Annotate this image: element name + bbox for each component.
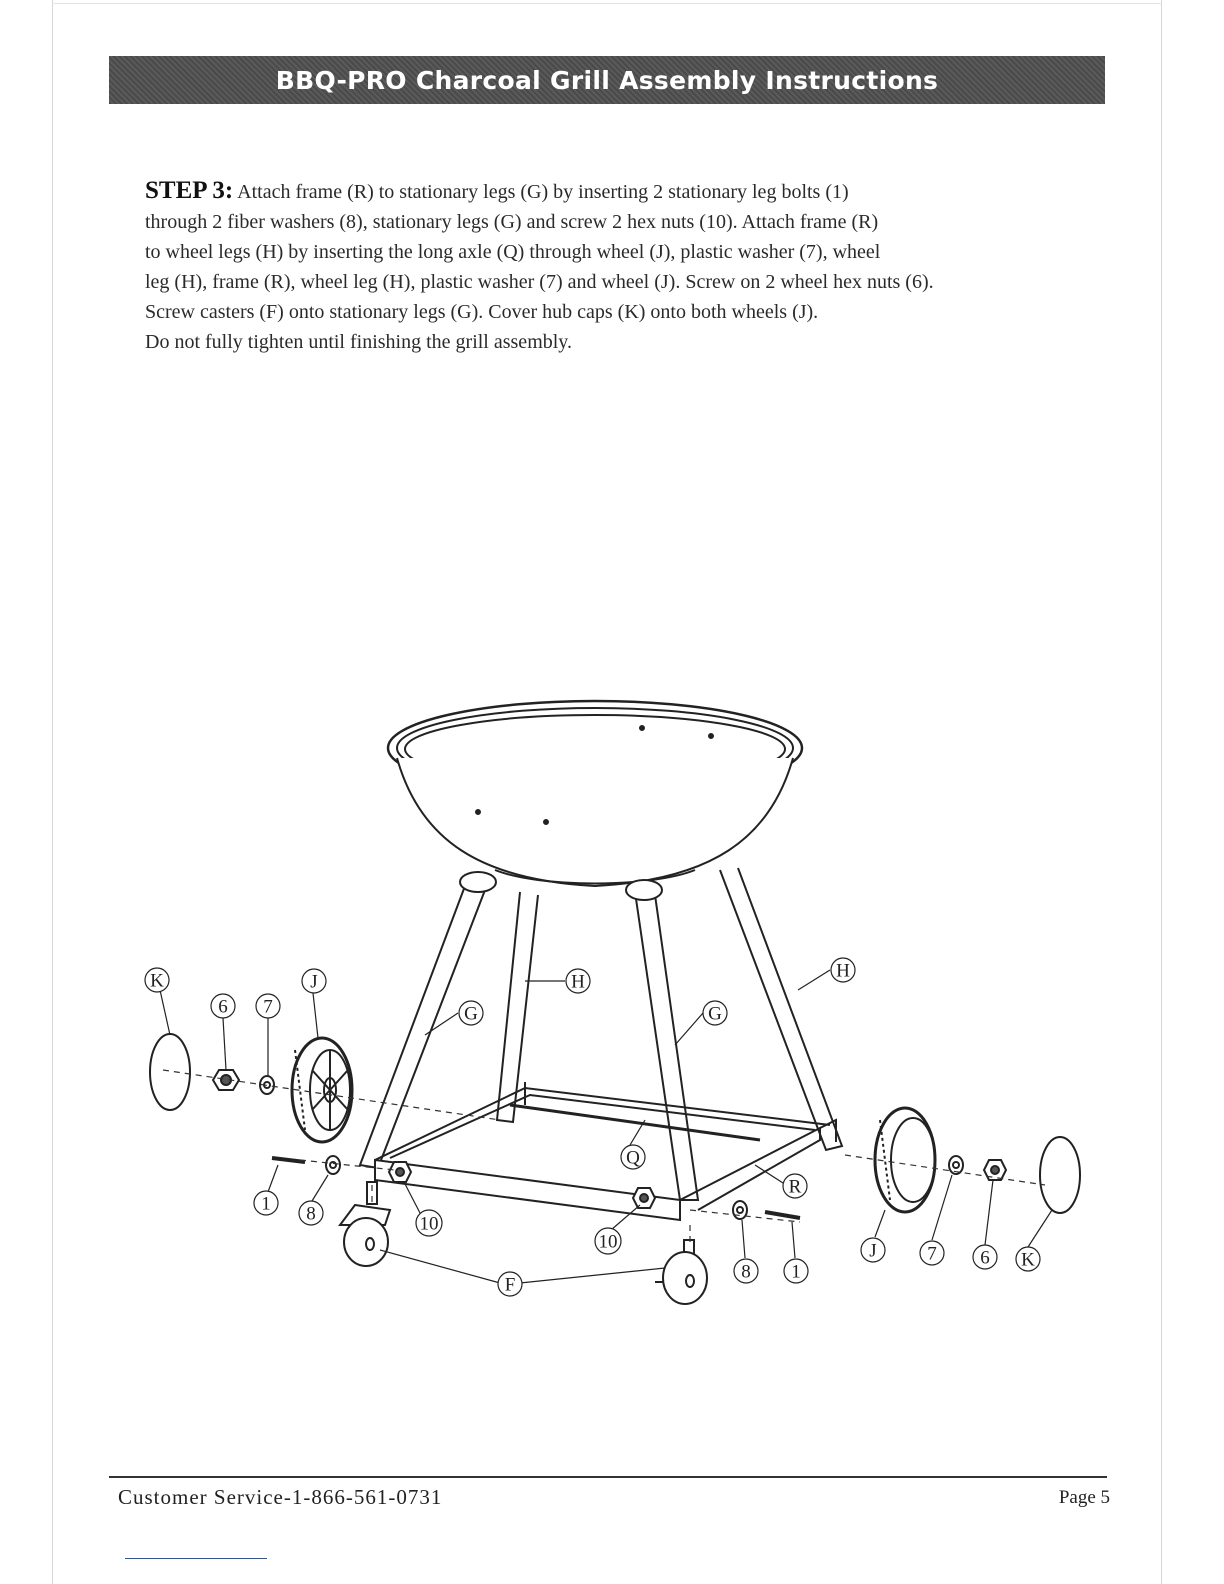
step-text-line-4: leg (H), frame (R), wheel leg (H), plastic washer (7) and wheel (J). Screw on 2 wheel hex nuts (6). (145, 271, 934, 293)
step-text-line-5: Screw casters (F) onto stationary legs (G). Cover hub caps (K) onto both wheels (J). (145, 301, 819, 323)
hub-cap-right (1040, 1137, 1080, 1213)
callout-1-right: 1 (791, 1261, 801, 1283)
callout-k-left: K (150, 970, 164, 992)
caster-right (655, 1240, 707, 1304)
callout-q: Q (626, 1147, 640, 1169)
callout-6-left: 6 (218, 996, 228, 1018)
callout-h-center: H (571, 971, 585, 993)
page-number: Page 5 (1058, 1487, 1110, 1508)
callout-7-right: 7 (927, 1243, 937, 1265)
hub-cap-left (150, 1034, 190, 1110)
callout-1-left: 1 (261, 1193, 271, 1215)
step-text-line-6: Do not fully tighten until finishing the grill assembly. (145, 331, 573, 353)
callout-k-right: K (1021, 1249, 1035, 1271)
callout-g-right: G (708, 1003, 722, 1025)
callout-8-left: 8 (306, 1203, 316, 1225)
callout-r: R (788, 1176, 802, 1198)
callout-j-right: J (869, 1240, 877, 1262)
callout-6-right: 6 (980, 1247, 990, 1269)
footer-rule (109, 1476, 1107, 1478)
step-text-line-1: Attach frame (R) to stationary legs (G) by inserting 2 stationary leg bolts (1) (237, 181, 849, 203)
caster-left (340, 1182, 390, 1266)
wheel-left (292, 1038, 352, 1142)
callout-f: F (504, 1274, 516, 1296)
page-title: BBQ-PRO Charcoal Grill Assembly Instructions (275, 65, 939, 95)
grill-bowl (388, 701, 802, 886)
callout-g-left: G (464, 1003, 478, 1025)
customer-service: Customer Service-1-866-561-0731 (118, 1485, 443, 1509)
callout-8-right: 8 (741, 1261, 751, 1283)
callout-10-right: 10 (598, 1231, 618, 1253)
callout-10-left: 10 (419, 1213, 439, 1235)
grill-legs (360, 868, 842, 1200)
callout-7-left: 7 (263, 996, 273, 1018)
callout-j-left: J (310, 971, 318, 993)
callout-h-right: H (836, 960, 850, 982)
step-label: STEP 3: (145, 177, 234, 204)
footer-underline (125, 1558, 267, 1559)
step-text-line-3: to wheel legs (H) by inserting the long axle (Q) through wheel (J), plastic washer (7), wheel (145, 241, 881, 263)
step-text-line-2: through 2 fiber washers (8), stationary legs (G) and screw 2 hex nuts (10). Attach frame (R) (145, 211, 879, 233)
grill-frame (375, 1082, 836, 1220)
wheel-right (875, 1108, 935, 1212)
